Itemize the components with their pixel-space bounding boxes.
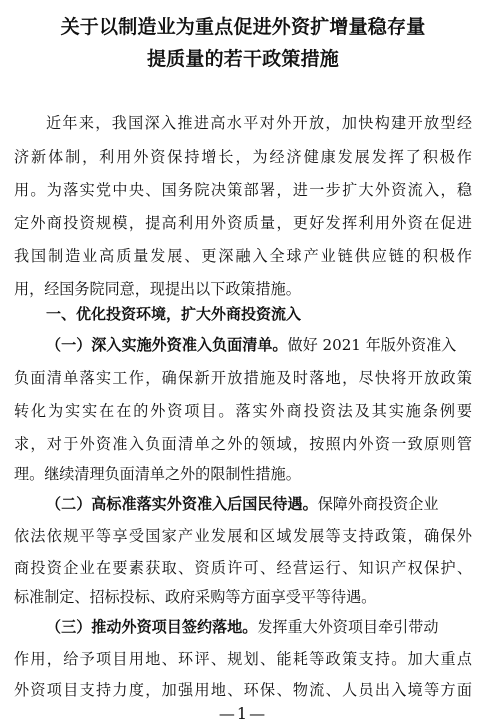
item-1-line: 理。继续清理负面清单之外的限制性措施。: [14, 465, 301, 483]
item-2-lead-rest: 保障外商投资企业: [317, 495, 439, 513]
item-1-first-line: [46, 328, 472, 362]
item-3-first-line: [46, 610, 472, 644]
item-3-lead-rest: 发挥重大外资项目牵引带动: [257, 618, 439, 636]
item-1-lead-rest: 做好 2021 年版外资准入: [287, 336, 457, 354]
item-2-line: 依法依规平等享受国家产业发展和区域发展等支持政策，确保外: [14, 527, 472, 545]
item-1-line: 负面清单落实工作，确保新开放措施及时落地，尽快将开放政策: [14, 369, 472, 387]
item-3-line: 外资项目支持力度，加强用地、环保、物流、人员出入境等方面: [14, 681, 472, 699]
document-title-line-2: 提质量的若干政策措施: [146, 48, 339, 70]
intro-line: 用，经国务院同意，现提出以下政策措施。: [14, 280, 301, 298]
intro-line: 济新体制，利用外资保持增长，为经济健康发展发挥了积极作: [14, 148, 472, 166]
item-1-line: 转化为实实在在的外资项目。落实外商投资法及其实施条例要: [14, 402, 472, 420]
intro-line: 定外商投资规模，提高利用外资质量，更好发挥利用外资在促进: [14, 214, 472, 232]
item-2-first-line: [46, 487, 472, 521]
item-3-line: 作用，给予项目用地、环评、规划、能耗等政策支持。加大重点: [14, 650, 472, 668]
intro-line: 用。为落实党中央、国务院决策部署，进一步扩大外资流入，稳: [14, 181, 472, 199]
page-number: —1—: [218, 704, 268, 723]
item-3-lead: （三）推动外资项目签约落地。: [46, 618, 258, 636]
section-heading: 一、优化投资环境，扩大外商投资流入: [46, 305, 302, 323]
item-1-lead: （一）深入实施外资准入负面清单。: [46, 336, 288, 354]
document-title-line-1: 关于以制造业为重点促进外资扩增量稳存量: [60, 16, 426, 38]
item-1-line: 求，对于外资准入负面清单之外的领域，按照内外资一致原则管: [14, 435, 472, 453]
item-2-line: 标准制定、招标投标、政府采购等方面享受平等待遇。: [14, 588, 377, 606]
intro-line: 我国制造业高质量发展、更深融入全球产业链供应链的积极作: [14, 247, 472, 265]
item-2-lead: （二）高标准落实外资准入后国民待遇。: [46, 495, 318, 513]
item-2-line: 商投资企业在要素获取、资质许可、经营运行、知识产权保护、: [14, 559, 472, 577]
intro-line: 近年来，我国深入推进高水平对外开放，加快构建开放型经: [46, 114, 472, 132]
